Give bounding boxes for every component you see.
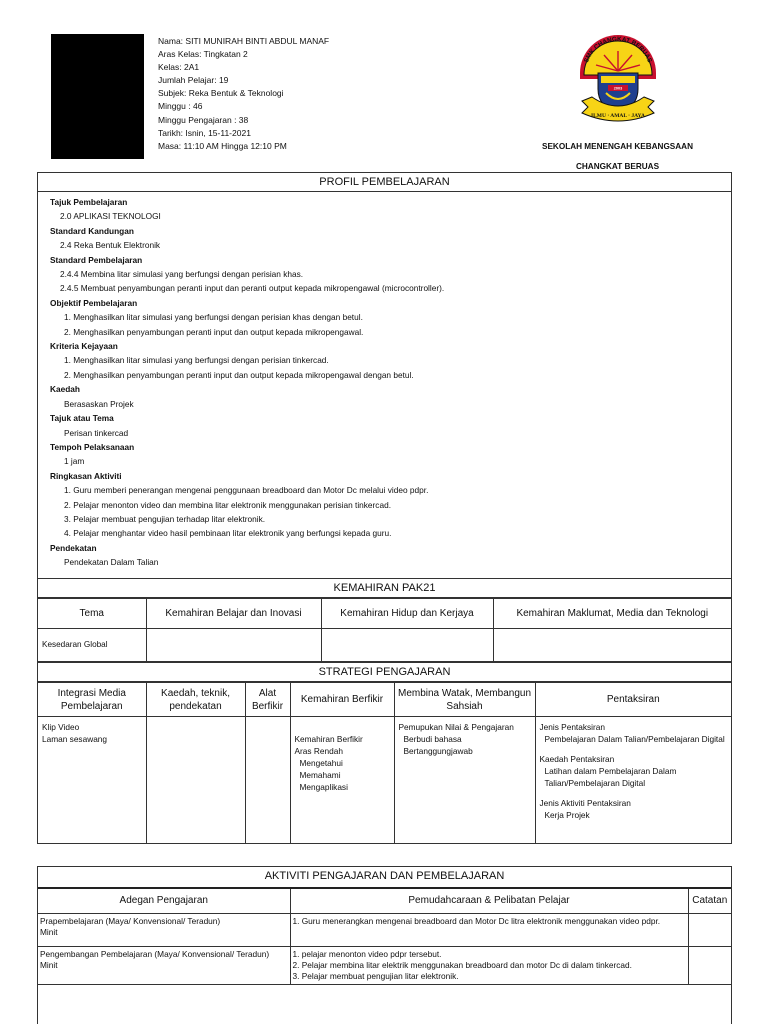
school-name-line1: SEKOLAH MENENGAH KEBANGSAAN bbox=[541, 142, 694, 151]
objektif-item: 2. Menghasilkan penyambungan peranti input dan output kepada mikropengawal. bbox=[64, 326, 364, 337]
pemudahcaraan-item: 3. Pelajar membuat pengujian litar elektronik. bbox=[292, 970, 459, 981]
pak21-header-belajar-inovasi: Kemahiran Belajar dan Inovasi bbox=[146, 599, 321, 629]
adegan-minit: Minit bbox=[40, 926, 58, 937]
kaedah-value: Berasaskan Projek bbox=[64, 398, 134, 409]
pentaksiran-jenis-value: Pembelajaran Dalam Talian/Pembelajaran Digital bbox=[544, 734, 725, 744]
section-title-pak21: KEMAHIRAN PAK21 bbox=[38, 579, 731, 598]
info-tarikh: Tarikh: Isnin, 15-11-2021 bbox=[158, 127, 251, 138]
adegan-cell bbox=[38, 946, 290, 985]
pemudahcaraan-item: 1. Guru menerangkan mengenai breadboard dan Motor Dc litra elektronik menggunakan video pdpr. bbox=[292, 915, 661, 926]
watak-item: Bertanggungjawab bbox=[403, 746, 473, 756]
pak21-header-maklumat-media: Kemahiran Maklumat, Media dan Teknologi bbox=[493, 599, 731, 629]
media-item: Klip Video bbox=[42, 722, 80, 732]
pak21-cell-maklumat-media bbox=[493, 629, 731, 662]
teacher-photo-redacted bbox=[51, 34, 144, 159]
pak21-header-hidup-kerjaya: Kemahiran Hidup dan Kerjaya bbox=[321, 599, 493, 629]
kriteria-item: 1. Menghasilkan litar simulasi yang berfungsi dengan perisian tinkercad. bbox=[64, 355, 329, 366]
pemudahcaraan-item: 2. Pelajar membina litar elektrik menggunakan breadboard dan motor Dc di dalam tinkercad. bbox=[292, 959, 632, 970]
info-aras-kelas: Aras Kelas: Tingkatan 2 bbox=[158, 49, 248, 60]
tempoh-value: 1 jam bbox=[64, 456, 85, 467]
aktiviti-table bbox=[38, 889, 731, 985]
strategi-header-kemahiran-berfikir: Kemahiran Berfikir bbox=[290, 683, 394, 717]
objektif-label: Objektif Pembelajaran bbox=[50, 297, 138, 308]
catatan-cell bbox=[688, 946, 731, 985]
pentaksiran-aktiviti-value: Kerja Projek bbox=[544, 810, 590, 820]
kb-title: Kemahiran Berfikir bbox=[294, 734, 363, 744]
standard-kandungan-label: Standard Kandungan bbox=[50, 225, 134, 236]
table-row bbox=[38, 913, 731, 946]
pemudahcaraan-cell bbox=[290, 946, 688, 985]
table-row bbox=[38, 946, 731, 985]
section-title-aktiviti: AKTIVITI PENGAJARAN DAN PEMBELAJARAN bbox=[38, 867, 731, 889]
standard-pembelajaran-item: 2.4.5 Membuat penyambungan peranti input dan peranti output kepada mikropengawal (microcontroller). bbox=[60, 283, 445, 294]
strategi-cell-watak bbox=[394, 717, 535, 844]
strategi-header-alat: Alat Berfikir bbox=[245, 683, 290, 717]
info-subjek: Subjek: Reka Bentuk & Teknologi bbox=[158, 88, 284, 99]
svg-text:ILMU · AMAL · JAYA: ILMU · AMAL · JAYA bbox=[591, 113, 645, 119]
strategi-cell-media bbox=[38, 717, 146, 844]
section-title-strategi: STRATEGI PENGAJARAN bbox=[38, 663, 731, 682]
kemahiran-pak21-section bbox=[37, 578, 732, 662]
adegan-label: Pengembangan Pembelajaran (Maya/ Konvensional/ Teradun) bbox=[40, 948, 270, 959]
pak21-cell-hidup-kerjaya bbox=[321, 629, 493, 662]
kb-item: Mengaplikasi bbox=[299, 782, 348, 792]
table-row bbox=[38, 717, 731, 844]
strategi-table bbox=[38, 682, 731, 844]
pak21-header-tema: Tema bbox=[38, 599, 146, 629]
svg-text:2003: 2003 bbox=[613, 86, 623, 91]
school-name bbox=[525, 137, 710, 177]
kriteria-item: 2. Menghasilkan penyambungan peranti input dan output kepada mikropengawal dengan betul. bbox=[64, 369, 414, 380]
strategi-header-watak: Membina Watak, Membangun Sahsiah bbox=[394, 683, 535, 717]
ringkasan-item: 1. Guru memberi penerangan mengenai penggunaan breadboard dan Motor Dc melalui video pdpr. bbox=[64, 485, 429, 496]
standard-pembelajaran-item: 2.4.4 Membina litar simulasi yang berfungsi dengan perisian khas. bbox=[60, 269, 304, 280]
pentaksiran-jenis-label: Jenis Pentaksiran bbox=[539, 722, 605, 732]
info-masa: Masa: 11:10 AM Hingga 12:10 PM bbox=[158, 140, 287, 151]
pentaksiran-kaedah-value: Latihan dalam Pembelajaran Dalam Talian/Pembelajaran Digital bbox=[544, 766, 677, 788]
strategi-cell-kemahiran-berfikir bbox=[290, 717, 394, 844]
pemudahcaraan-cell bbox=[290, 913, 688, 946]
kb-level: Aras Rendah bbox=[294, 746, 343, 756]
watak-item: Berbudi bahasa bbox=[403, 734, 462, 744]
kb-item: Mengetahui bbox=[299, 758, 343, 768]
info-kelas: Kelas: 2A1 bbox=[158, 62, 200, 73]
svg-text:SMK CHANGKAT BERUAS: SMK CHANGKAT BERUAS bbox=[582, 35, 654, 64]
tema-label: Tajuk atau Tema bbox=[50, 413, 114, 424]
pendekatan-label: Pendekatan bbox=[50, 542, 97, 553]
ringkasan-item: 4. Pelajar menghantar video hasil pembinaan litar elektronik yang berfungsi kepada guru. bbox=[64, 528, 392, 539]
pemudahcaraan-item: 1. pelajar menonton video pdpr tersebut. bbox=[292, 948, 442, 959]
section-title-profil: PROFIL PEMBELAJARAN bbox=[38, 173, 731, 192]
pentaksiran-kaedah-label: Kaedah Pentaksiran bbox=[539, 754, 615, 764]
kriteria-label: Kriteria Kejayaan bbox=[50, 341, 118, 352]
catatan-cell bbox=[688, 913, 731, 946]
kaedah-label: Kaedah bbox=[50, 384, 80, 395]
standard-pembelajaran-label: Standard Pembelajaran bbox=[50, 254, 143, 265]
tajuk-value: 2.0 APLIKASI TEKNOLOGI bbox=[60, 211, 161, 222]
info-jumlah-pelajar: Jumlah Pelajar: 19 bbox=[158, 75, 229, 86]
kb-item: Memahami bbox=[299, 770, 341, 780]
tema-value: Perisan tinkercad bbox=[64, 427, 129, 438]
adegan-label: Prapembelajaran (Maya/ Konvensional/ Teradun) bbox=[40, 915, 221, 926]
page-header bbox=[0, 0, 768, 172]
info-minggu: Minggu : 46 bbox=[158, 101, 203, 112]
info-minggu-pengajaran: Minggu Pengajaran : 38 bbox=[158, 114, 249, 125]
pendekatan-value: Pendekatan Dalam Talian bbox=[64, 557, 159, 568]
ringkasan-label: Ringkasan Aktiviti bbox=[50, 470, 122, 481]
pak21-table bbox=[38, 598, 731, 662]
strategi-header-media: Integrasi Media Pembelajaran bbox=[38, 683, 146, 717]
pak21-cell-tema: Kesedaran Global bbox=[38, 629, 146, 662]
school-crest-logo bbox=[568, 27, 668, 127]
school-name-line2: CHANGKAT BERUAS bbox=[575, 162, 660, 171]
strategi-header-kaedah: Kaedah, teknik, pendekatan bbox=[146, 683, 245, 717]
strategi-cell-kaedah bbox=[146, 717, 245, 844]
profil-pembelajaran-section bbox=[37, 172, 732, 578]
strategi-pengajaran-section bbox=[37, 662, 732, 844]
objektif-item: 1. Menghasilkan litar simulasi yang berfungsi dengan perisian khas dengan betul. bbox=[64, 312, 363, 323]
ringkasan-item: 3. Pelajar membuat pengujian terhadap litar elektronik. bbox=[64, 513, 266, 524]
aktiviti-header-pemudahcaraan: Pemudahcaraan & Pelibatan Pelajar bbox=[290, 889, 688, 913]
strategi-header-pentaksiran: Pentaksiran bbox=[535, 683, 731, 717]
strategi-cell-pentaksiran bbox=[535, 717, 731, 844]
ringkasan-item: 2. Pelajar menonton video dan membina litar elektronik menggunakan perisian tinkercad. bbox=[64, 499, 391, 510]
tajuk-label: Tajuk Pembelajaran bbox=[50, 197, 128, 207]
aktiviti-header-catatan: Catatan bbox=[688, 889, 731, 913]
info-nama: Nama: SITI MUNIRAH BINTI ABDUL MANAF bbox=[158, 36, 330, 46]
watak-title: Pemupukan Nilai & Pengajaran bbox=[398, 722, 514, 732]
strategi-cell-alat bbox=[245, 717, 290, 844]
profil-body bbox=[38, 192, 731, 570]
standard-kandungan-value: 2.4 Reka Bentuk Elektronik bbox=[60, 240, 161, 251]
adegan-minit: Minit bbox=[40, 959, 58, 970]
table-row bbox=[38, 629, 731, 662]
adegan-cell bbox=[38, 913, 290, 946]
tempoh-label: Tempoh Pelaksanaan bbox=[50, 441, 135, 452]
aktiviti-pdp-section bbox=[37, 866, 732, 1024]
media-item: Laman sesawang bbox=[42, 734, 108, 744]
lesson-info bbox=[158, 35, 329, 153]
pak21-cell-belajar-inovasi bbox=[146, 629, 321, 662]
aktiviti-header-adegan: Adegan Pengajaran bbox=[38, 889, 290, 913]
pentaksiran-aktiviti-label: Jenis Aktiviti Pentaksiran bbox=[539, 798, 631, 808]
